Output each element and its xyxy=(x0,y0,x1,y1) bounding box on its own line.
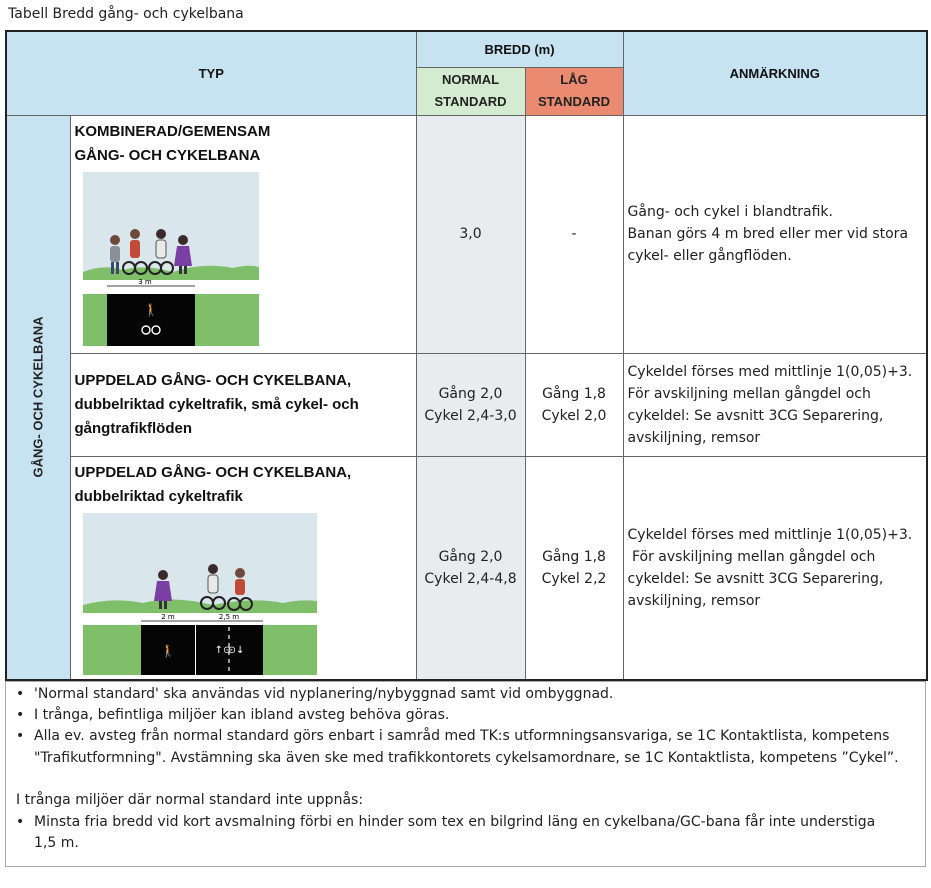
note-line: Gång- och cykel i blandtrafik. xyxy=(627,204,833,220)
row-title-line: dubbelriktad cykeltrafik, små cykel- och xyxy=(74,395,359,413)
normal-value: Cykel 2,4-3,0 xyxy=(424,407,517,424)
note-line: Cykeldel förses med mittlinje 1(0,05)+3. xyxy=(627,363,913,380)
note-line: För avskiljning mellan gångdel och xyxy=(627,548,876,565)
note-line: cykeldel: Se avsnitt 3CG Separering, xyxy=(627,407,884,424)
type-cell xyxy=(70,115,416,353)
row-title-line: UPPDELAD GÅNG- OCH CYKELBANA, xyxy=(74,463,352,481)
header-lag-standard xyxy=(525,67,623,115)
svg-text:🚶: 🚶 xyxy=(143,302,158,317)
width-table xyxy=(5,30,928,681)
note-cell xyxy=(623,353,927,456)
note-line: avskiljning, remsor xyxy=(627,429,761,446)
row-title-line: GÅNG- OCH CYKELBANA xyxy=(74,146,261,164)
svg-text:🚶: 🚶 xyxy=(160,643,175,658)
header-bredd: BREDD (m) xyxy=(416,31,623,67)
header-lag-line2: STANDARD xyxy=(538,94,610,109)
note-line: avskiljning, remsor xyxy=(627,592,761,609)
normal-value: Gång 2,0 xyxy=(438,385,503,402)
header-normal-line1: NORMAL xyxy=(441,72,500,87)
notes-subheading: I trånga miljöer där normal standard inte uppnås: xyxy=(16,792,364,808)
row-title-line: dubbelriktad cykeltrafik xyxy=(74,487,243,505)
lag-standard-cell xyxy=(525,115,623,353)
notes-box: • 'Normal standard' ska användas vid nyplanering/nybyggnad samt vid ombyggnad. • I trånga, befintliga miljöer kan ibland avsteg behöva göras. • Alla ev. avsteg från normal standard görs enbart i samråd med TK:s utformningsansvariga, se 1C Kontaktlista, kompetens "Trafikutformning". Avstämning ska även ske med trafikkontorets cykelsamordnare, se 1C Kontaktlista, kompetens ”Cykel”. I trånga miljöer där normal standard inte uppnås: • Minsta fria bredd vid kort avsmalning förbi en hinder som tex en bilgrind läng en cykelbana/GC-bana får inte understiga 1,5 m. xyxy=(5,681,926,867)
note-line: För avskiljning mellan gångdel och xyxy=(627,385,871,402)
svg-text:⊙↓: ⊙↓ xyxy=(227,644,244,656)
lag-value: - xyxy=(571,226,577,242)
lag-value: Gång 1,8 xyxy=(542,385,606,402)
note-line: cykeldel: Se avsnitt 3CG Separering, xyxy=(627,570,884,587)
table-row xyxy=(6,115,927,353)
note-cell xyxy=(623,115,927,353)
side-label: GÅNG- OCH CYKELBANA xyxy=(30,316,46,478)
type-cell xyxy=(70,456,416,680)
width-label: 2 m xyxy=(160,612,175,621)
width-label: 2,5 m xyxy=(218,612,239,621)
row-title-line: gångtrafikflöden xyxy=(74,419,193,437)
svg-text:↑⊙: ↑⊙ xyxy=(214,644,231,656)
normal-standard-cell xyxy=(416,353,525,456)
normal-value: 3,0 xyxy=(459,226,482,242)
normal-standard-cell xyxy=(416,456,525,680)
header-typ: TYP xyxy=(6,31,416,115)
lag-standard-cell xyxy=(525,353,623,456)
note-cell xyxy=(623,456,927,680)
width-label: 3 m xyxy=(137,277,152,286)
lag-value: Cykel 2,0 xyxy=(541,407,607,424)
header-anmarkning: ANMÄRKNING xyxy=(623,31,927,115)
row-title-line: KOMBINERAD/GEMENSAM xyxy=(74,122,271,140)
table-row xyxy=(6,353,927,456)
note-line: Banan görs 4 m bred eller mer vid stora xyxy=(627,226,909,242)
lag-standard-cell xyxy=(525,456,623,680)
normal-standard-cell xyxy=(416,115,525,353)
side-label-cell xyxy=(6,115,70,680)
lag-value: Gång 1,8 xyxy=(542,548,606,565)
note-line: Cykeldel förses med mittlinje 1(0,05)+3. xyxy=(627,526,913,543)
header-normal-line2: STANDARD xyxy=(434,94,507,109)
lag-value: Cykel 2,2 xyxy=(541,570,607,587)
note-line: cykel- eller gångflöden. xyxy=(627,248,792,264)
separated-path-illustration xyxy=(83,513,317,675)
type-cell xyxy=(70,353,416,456)
normal-value: Cykel 2,4-4,8 xyxy=(424,570,517,587)
table-caption: Tabell Bredd gång- och cykelbana xyxy=(8,6,244,22)
row-title-line: UPPDELAD GÅNG- OCH CYKELBANA, xyxy=(74,371,352,389)
normal-value: Gång 2,0 xyxy=(438,548,503,565)
header-normal-standard xyxy=(416,67,525,115)
header-lag-line1: LÅG xyxy=(560,72,588,87)
combined-path-illustration xyxy=(83,172,259,348)
table-row xyxy=(6,456,927,680)
